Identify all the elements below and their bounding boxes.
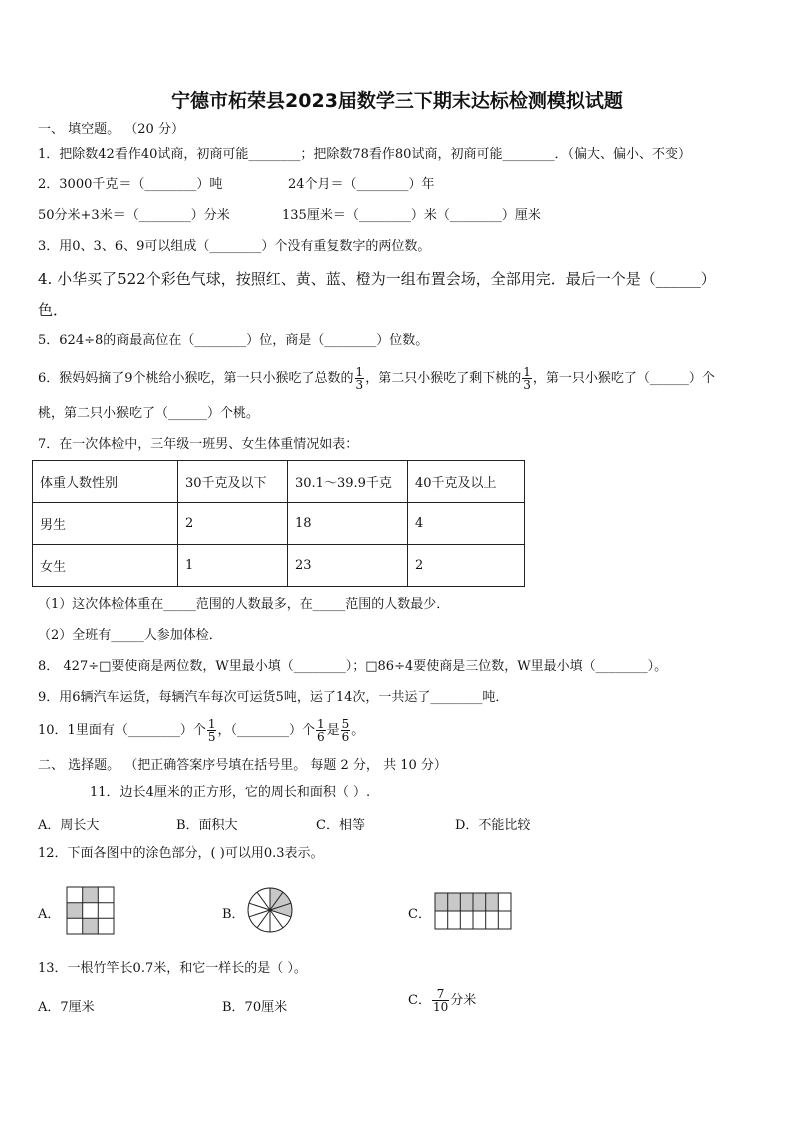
question-11: 11．边长4厘米的正方形，它的周长和面积（ ）. xyxy=(90,785,371,800)
question-10-text-4: 。 xyxy=(351,723,365,738)
question-2c: 50分米+3米＝（________）分米 xyxy=(38,208,230,223)
question-2b: 24个月＝（________）年 xyxy=(288,177,435,192)
table-row xyxy=(33,503,525,545)
question-11-option-d: D．不能比较 xyxy=(455,818,531,833)
table-cell: 女生 xyxy=(33,545,178,587)
question-13-option-c-unit: 分米 xyxy=(450,993,477,1008)
fraction-denominator: 3 xyxy=(355,378,364,392)
question-11-option-a: A．周长大 xyxy=(38,818,100,833)
fraction-numerator: 1 xyxy=(523,365,531,379)
question-2a: 2．3000千克＝（________）吨 xyxy=(38,177,223,192)
question-4-line1: 4. 小华买了522个彩色气球，按照红、黄、蓝、橙为一组布置会场，全部用完．最后一个是（______） xyxy=(38,270,716,288)
table-cell: 1 xyxy=(178,545,288,587)
table-header-cell: 30.1～39.9千克 xyxy=(288,461,408,503)
circle-figure-b xyxy=(246,886,294,934)
question-12-option-a: A． xyxy=(38,907,61,922)
table-cell: 男生 xyxy=(33,503,178,545)
question-6-line1 xyxy=(38,366,715,391)
question-5: 5．624÷8的商最高位在（________）位，商是（________）位数。 xyxy=(38,333,429,348)
question-13-option-c-label: C． xyxy=(408,993,431,1008)
question-8: 8． 427÷□要使商是两位数，W里最小填（________）；□86÷4要使商是三位数，W里最小填（________）。 xyxy=(38,659,668,674)
fraction-numerator: 1 xyxy=(207,717,216,731)
table-row xyxy=(33,545,525,587)
fraction-one-sixth xyxy=(316,718,326,743)
fraction-seven-tenths xyxy=(432,988,449,1013)
question-9: 9．用6辆汽车运货，每辆汽车每次可运货5吨，运了14次，一共运了________吨． xyxy=(38,690,509,705)
fraction-denominator: 6 xyxy=(341,730,350,744)
question-6-text-3: ，第一只小猴吃了（______）个 xyxy=(532,371,715,386)
fraction-one-third xyxy=(355,366,365,391)
question-11-option-c: C．相等 xyxy=(316,818,365,833)
fraction-numerator: 1 xyxy=(355,365,364,379)
table-header-row xyxy=(33,461,525,503)
table-cell: 23 xyxy=(288,545,408,587)
section-2-heading: 二、 选择题。 （把正确答案序号填在括号里。 每题 2 分， 共 10 分） xyxy=(38,758,447,773)
section-1-heading: 一、 填空题。 （20 分） xyxy=(38,122,184,137)
question-10-text-3: 是 xyxy=(326,723,340,738)
fraction-denominator: 6 xyxy=(316,730,325,744)
table-cell: 4 xyxy=(408,503,525,545)
fraction-numerator: 1 xyxy=(316,717,325,731)
table-header-cell: 体重人数性别 xyxy=(33,461,178,503)
question-12-option-b: B． xyxy=(222,907,245,922)
question-13-option-b: B．70厘米 xyxy=(222,1000,288,1015)
question-13: 13．一根竹竿长0.7米，和它一样长的是（ ）。 xyxy=(38,961,307,976)
grid-figure-c xyxy=(434,892,514,932)
grid-figure-a xyxy=(66,886,118,938)
question-11-option-b: B．面积大 xyxy=(176,818,238,833)
question-3: 3．用0、3、6、9可以组成（________）个没有重复数字的两位数。 xyxy=(38,239,431,254)
question-6-text-2: ，第二只小猴吃了剩下桃的 xyxy=(365,371,522,386)
question-10-text-1: 10．1里面有（________）个 xyxy=(38,723,206,738)
table-cell: 2 xyxy=(178,503,288,545)
question-4-line2: 色． xyxy=(38,301,69,319)
fraction-denominator: 10 xyxy=(432,1000,449,1014)
table-header-cell: 30千克及以下 xyxy=(178,461,288,503)
fraction-one-third xyxy=(522,366,532,391)
question-12: 12．下面各图中的涂色部分，( )可以用0.3表示。 xyxy=(38,846,324,861)
question-13-option-c xyxy=(408,988,476,1013)
question-6-line2: 桃，第二只小猴吃了（______）个桃。 xyxy=(38,406,260,421)
table-header-cell: 40千克及以上 xyxy=(408,461,525,503)
table-cell: 18 xyxy=(288,503,408,545)
question-10-text-2: ，（________）个 xyxy=(217,723,315,738)
fraction-numerator: 5 xyxy=(341,717,350,731)
question-10 xyxy=(38,718,364,743)
question-13-option-a: A．7厘米 xyxy=(38,1000,95,1015)
question-12-option-c: C． xyxy=(408,907,431,922)
weight-table xyxy=(32,460,525,587)
fraction-denominator: 3 xyxy=(523,378,531,392)
question-7-sub-1: （1）这次体检体重在_____范围的人数最多，在_____范围的人数最少． xyxy=(38,597,450,612)
question-1: 1．把除数42看作40试商，初商可能________；把除数78看作80试商，初商可能________．（偏大、偏小、不变） xyxy=(38,147,691,162)
fraction-denominator: 5 xyxy=(207,730,216,744)
question-7: 7．在一次体检中，三年级一班男、女生体重情况如表： xyxy=(38,437,359,452)
fraction-numerator: 7 xyxy=(432,988,449,1001)
question-7-sub-2: （2）全班有_____人参加体检． xyxy=(38,628,222,643)
page-title: 宁德市柘荣县2023届数学三下期末达标检测模拟试题 xyxy=(171,90,623,112)
fraction-one-fifth xyxy=(207,718,217,743)
question-2d: 135厘米＝（________）米（________）厘米 xyxy=(282,208,541,223)
fraction-five-sixths xyxy=(341,718,351,743)
question-6-text-1: 6．猴妈妈摘了9个桃给小猴吃，第一只小猴吃了总数的 xyxy=(38,371,354,386)
table-cell: 2 xyxy=(408,545,525,587)
